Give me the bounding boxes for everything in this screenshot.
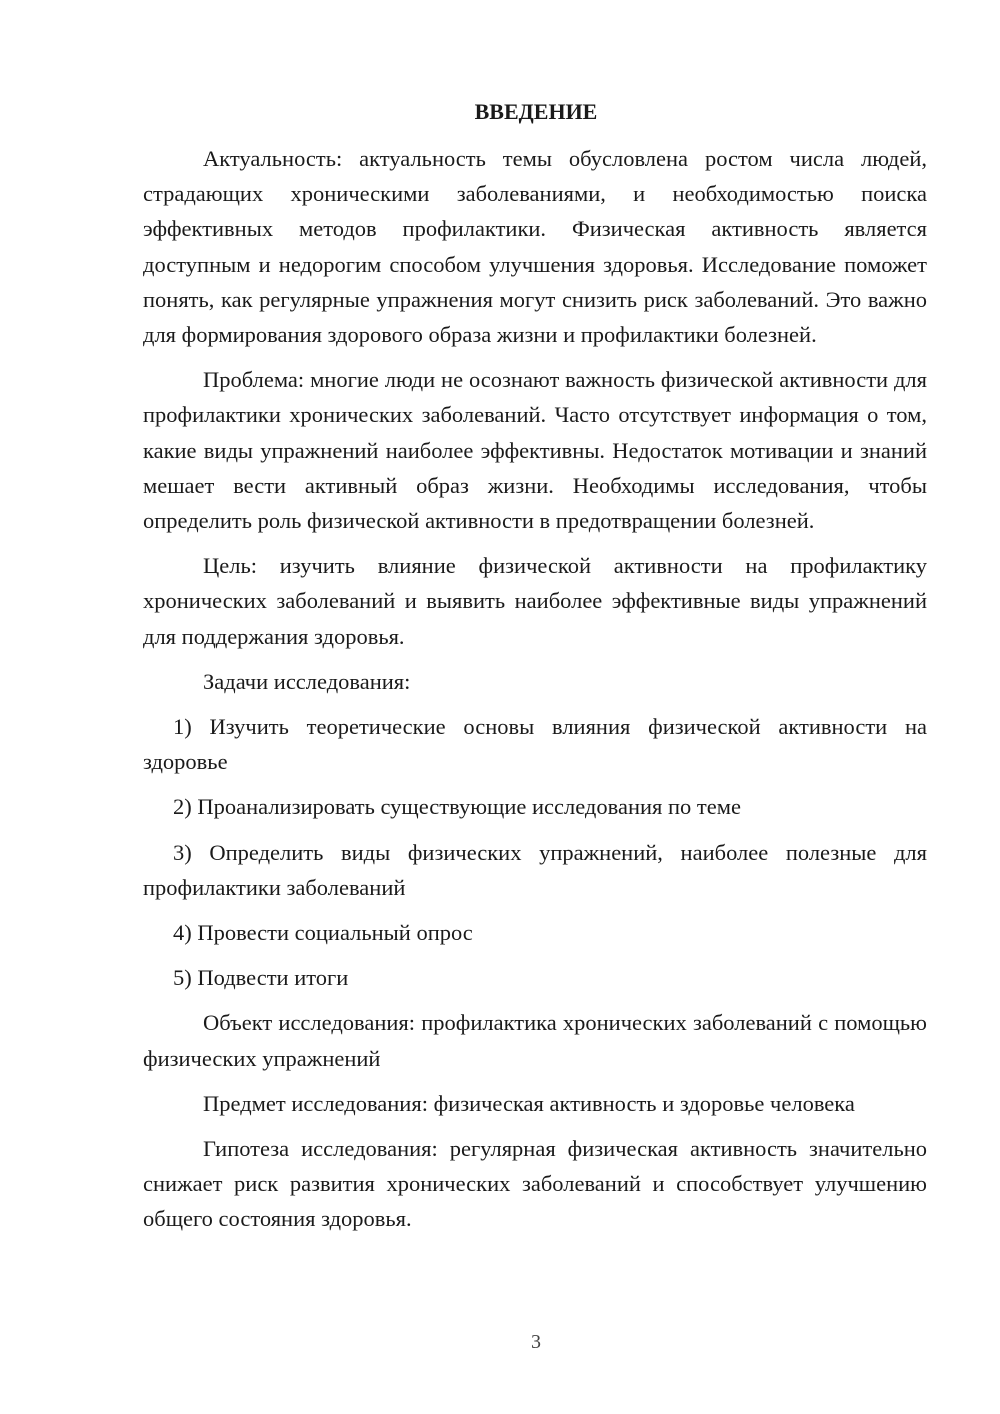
relevance-paragraph: Актуальность: актуальность темы обусловлена ростом числа людей, страдающих хроническими заболеваниями, и необходимостью поиска эффективных методов профилактики. Физическая активность является доступным и недорогим способом улучшения здоровья. Исследование поможет понять, как регулярные упражнения могут снизить риск заболеваний. Это важно для формирования здорового образа жизни и профилактики болезней. (143, 146, 927, 348)
page-number: 3 (531, 1331, 541, 1353)
tasks-title: Задачи исследования: (203, 668, 411, 694)
hypothesis-paragraph: Гипотеза исследования: регулярная физическая активность значительно снижает риск развития хронических заболеваний и способствует улучшению общего состояния здоровья. (143, 1136, 927, 1232)
task-item-3: 3) Определить виды физических упражнений, наиболее полезные для профилактики заболеваний (143, 839, 927, 900)
task-item-4: 4) Провести социальный опрос (173, 920, 473, 946)
object-paragraph: Объект исследования: профилактика хронических заболеваний с помощью физических упражнений (143, 1010, 927, 1071)
subject-paragraph: Предмет исследования: физическая активность и здоровье человека (203, 1090, 855, 1116)
task-item-1: 1) Изучить теоретические основы влияния физической активности на здоровье (143, 714, 927, 775)
section-heading: ВВЕДЕНИЕ (474, 99, 598, 124)
goal-paragraph: Цель: изучить влияние физической активности на профилактику хронических заболеваний и выявить наиболее эффективные виды упражнений для поддержания здоровья. (143, 553, 927, 649)
task-item-5: 5) Подвести итоги (173, 965, 349, 991)
problem-paragraph: Проблема: многие люди не осознают важность физической активности для профилактики хронических заболеваний. Часто отсутствует информация о том, какие виды упражнений наиболее эффективны. Недостаток мотивации и знаний мешает вести активный образ жизни. Необходимы исследования, чтобы определить роль физической активности в предотвращении болезней. (143, 367, 927, 534)
task-item-2: 2) Проанализировать существующие исследования по теме (173, 794, 741, 820)
page-content (143, 94, 927, 1247)
